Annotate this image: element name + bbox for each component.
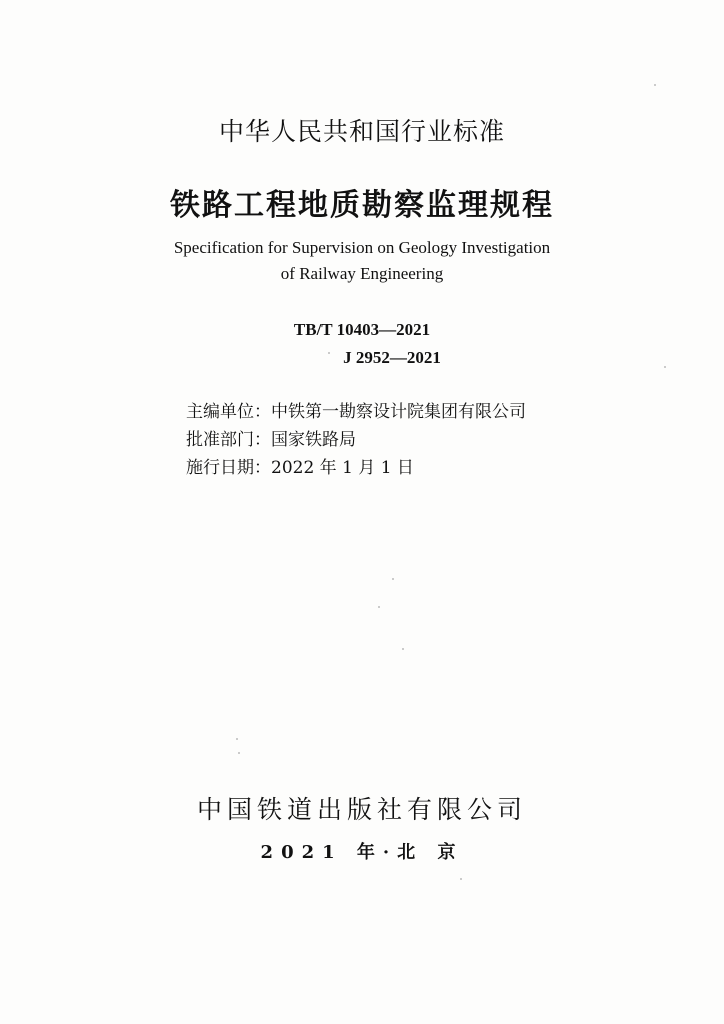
editor-unit: 主编单位：中铁第一勘察设计院集团有限公司 — [186, 402, 526, 422]
approval-department: 批准部门：国家铁路局 — [186, 430, 356, 450]
scan-speck — [654, 84, 656, 86]
document-title-en-line1: Specification for Supervision on Geology Investigation — [173, 238, 551, 257]
publisher-name: 中国铁道出版社有限公司 — [196, 795, 527, 824]
effective-date: 施行日期：2022 年 1 月 1 日 — [186, 458, 414, 478]
scan-speck — [392, 578, 394, 580]
scan-speck — [402, 648, 404, 650]
scan-speck — [664, 366, 666, 368]
standard-code-j: J 2952—2021 — [343, 348, 441, 367]
scan-speck — [328, 352, 330, 354]
standard-code-tb: TB/T 10403—2021 — [293, 320, 431, 339]
scan-speck — [238, 752, 240, 754]
document-title-zh: 铁路工程地质勘察监理规程 — [170, 188, 554, 223]
standard-category-heading: 中华人民共和国行业标准 — [218, 117, 505, 146]
document-title-en-line2: of Railway Engineering — [280, 264, 444, 283]
publication-year-place: 2021 年·北 京 — [260, 842, 464, 863]
scan-speck — [378, 606, 380, 608]
scan-speck — [236, 738, 238, 740]
scan-speck — [460, 878, 462, 880]
metadata-block — [186, 398, 526, 482]
